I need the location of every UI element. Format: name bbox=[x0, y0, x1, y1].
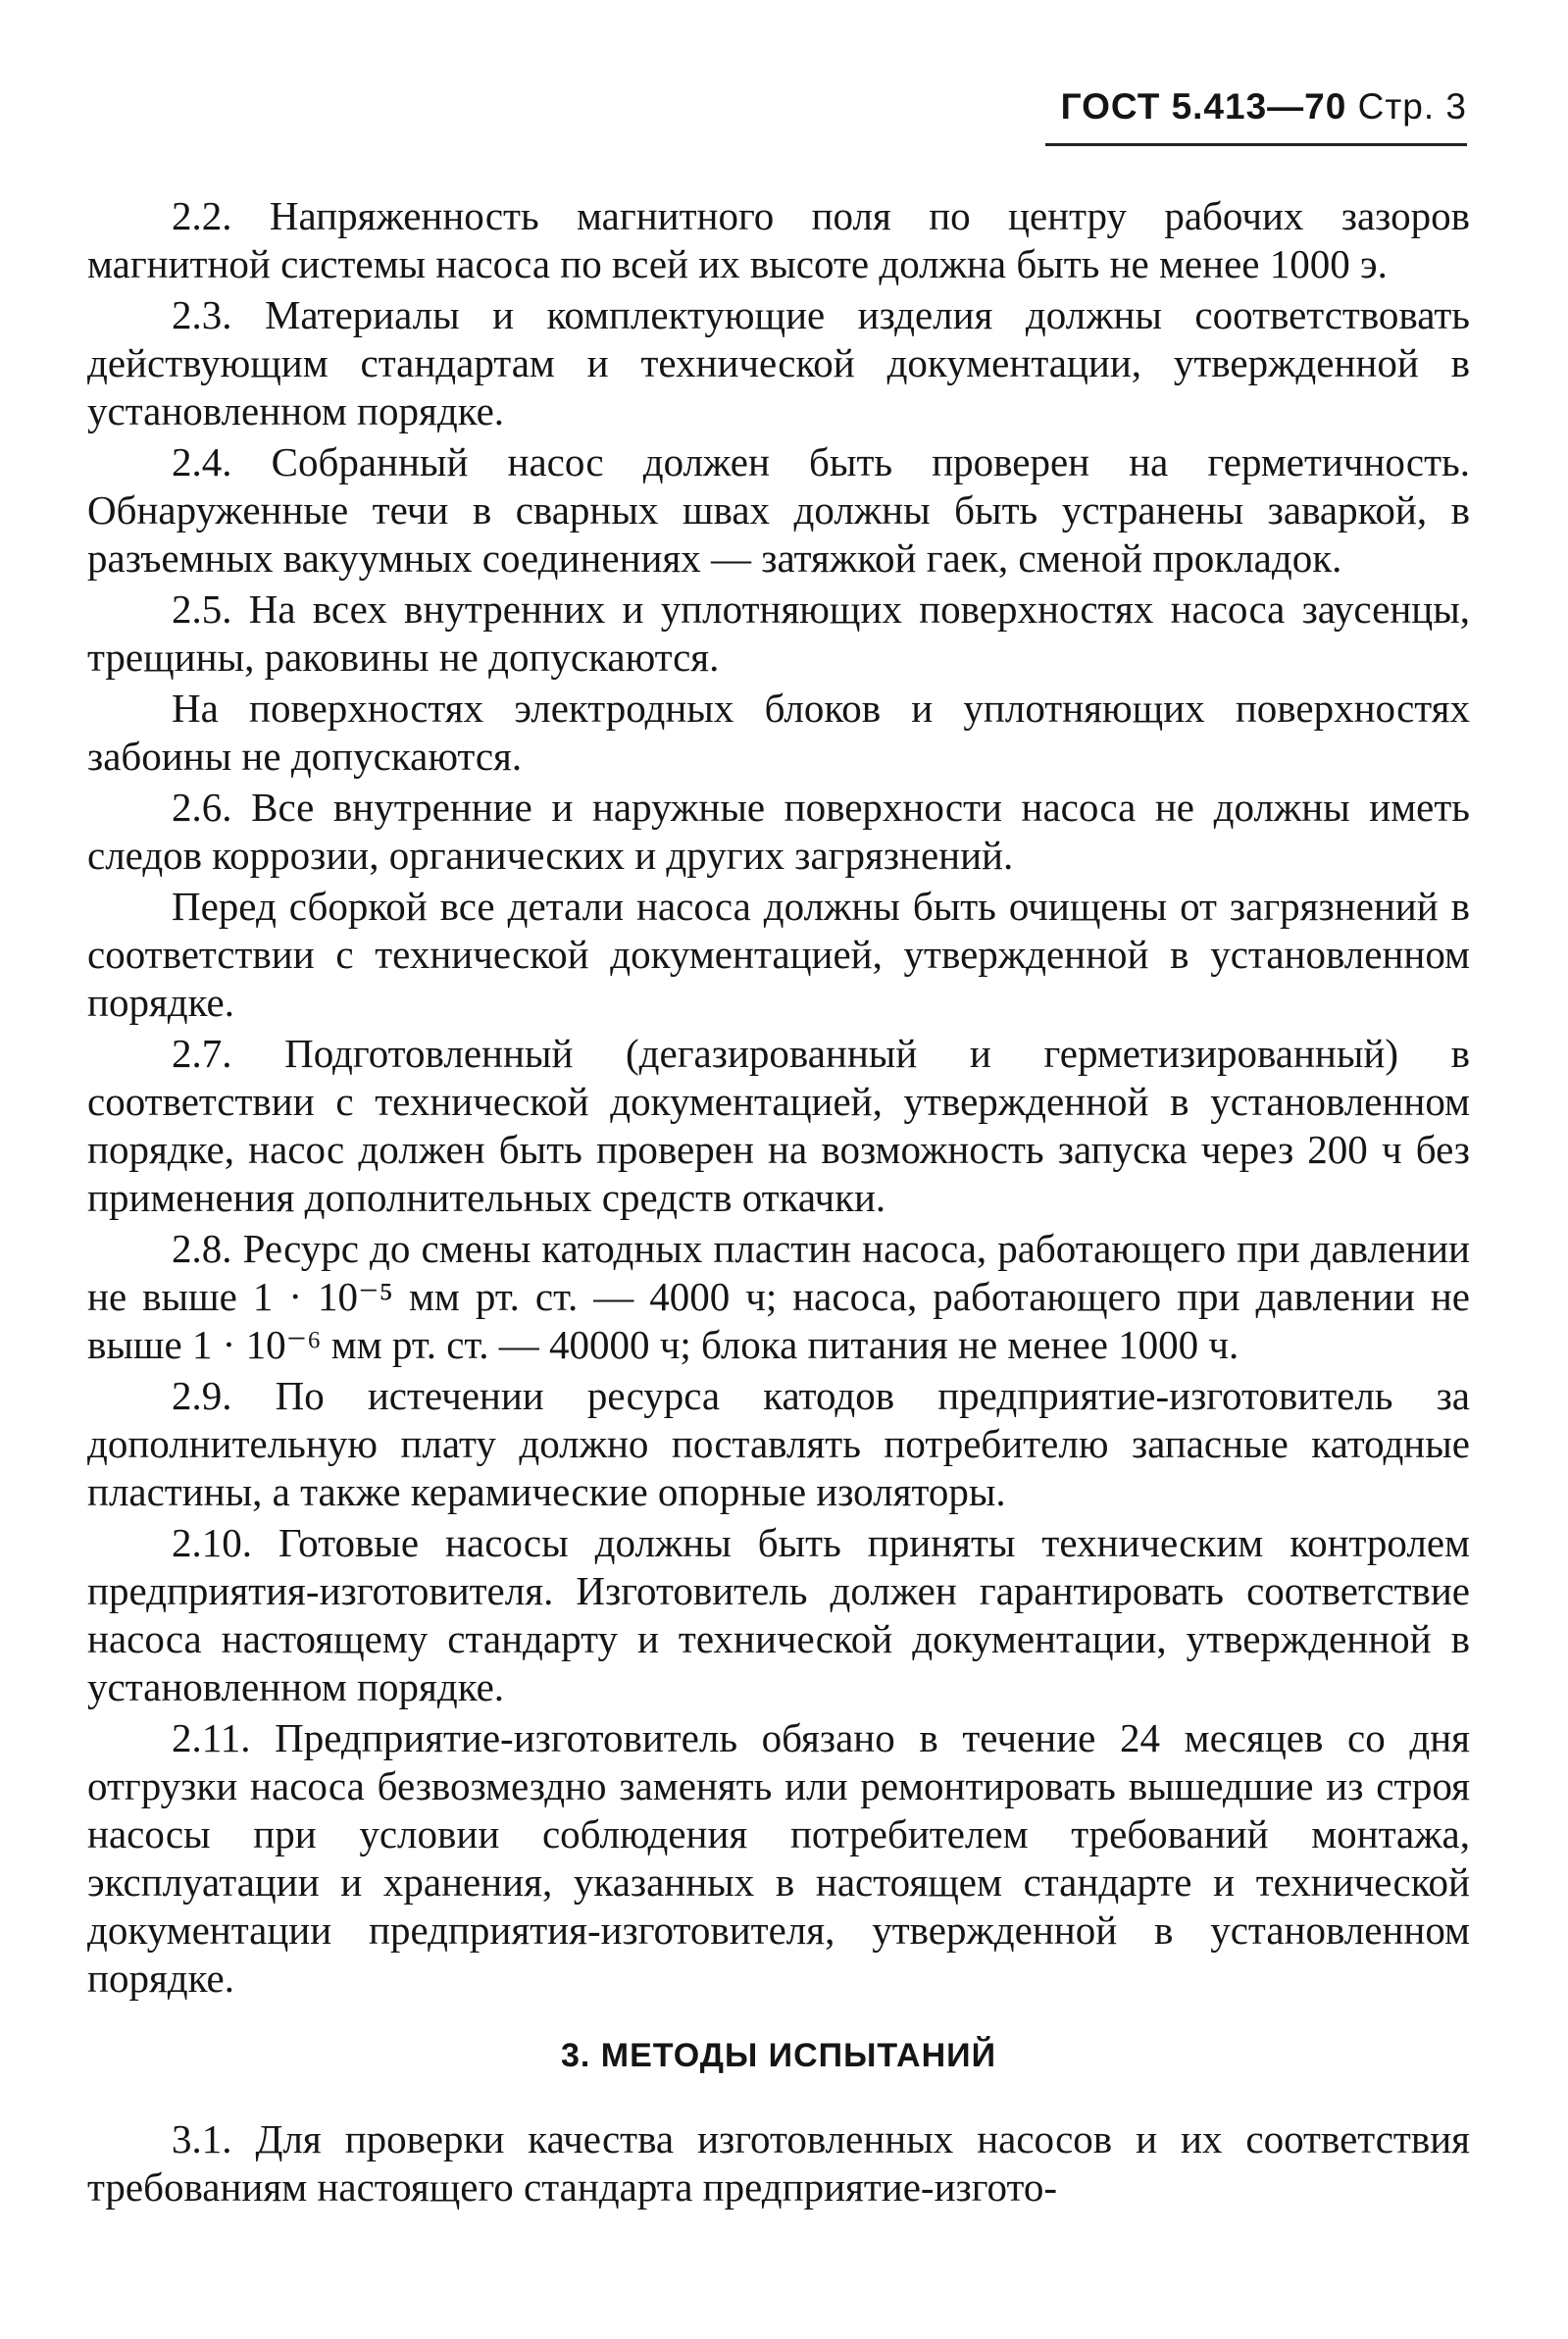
paragraph-2-8: 2.8. Ресурс до смены катодных пластин насоса, работающего при давлении не выше 1 · 10⁻⁵ мм рт. ст. — 4000 ч; насоса, работающего при давлении не выше 1 · 10⁻⁶ мм рт. ст. — 40000 ч; блока питания не менее 1000 ч. bbox=[87, 1226, 1470, 1367]
paragraph-2-5: 2.5. На всех внутренних и уплотняющих поверхностях насоса заусенцы, трещины, раковины не допускаются. bbox=[87, 586, 1470, 680]
paragraph-2-6: 2.6. Все внутренние и наружные поверхности насоса не должны иметь следов коррозии, органических и других загрязнений. bbox=[87, 785, 1470, 878]
section-heading: 3. МЕТОДЫ ИСПЫТАНИЙ bbox=[561, 2037, 996, 2074]
paragraph-2-2: 2.2. Напряженность магнитного поля по центру рабочих зазоров магнитной системы насоса по всей их высоте должна быть не менее 1000 э. bbox=[87, 193, 1470, 286]
page-header bbox=[1045, 86, 1467, 127]
paragraph-2-11: 2.11. Предприятие-изготовитель обязано в течение 24 месяцев со дня отгрузки насоса безвозмездно заменять или ремонтировать вышедшие из строя насосы при условии соблюдения потребителем требований монтажа, эксплуатации и хранения, указанных в настоящем стандарте и технической документации предприятия-изготовителя, утвержденной в установленном порядке. bbox=[87, 1715, 1470, 2001]
header-rule bbox=[1045, 143, 1467, 146]
paragraph-3-1: 3.1. Для проверки качества изготовленных насосов и их соответствия требованиям настоящего стандарта предприятие-изгото- bbox=[87, 2116, 1470, 2210]
document-body bbox=[87, 192, 1470, 2214]
paragraph-2-5-continued: На поверхностях электродных блоков и уплотняющих поверхностях забоины не допускаются. bbox=[87, 686, 1470, 779]
standard-number: ГОСТ 5.413—70 bbox=[1060, 86, 1347, 127]
paragraph-2-7: 2.7. Подготовленный (дегазированный и герметизированный) в соответствии с технической документацией, утвержденной в установленном порядке, насос должен быть проверен на возможность запуска через 200 ч без применения дополнительных средств откачки. bbox=[87, 1031, 1470, 1220]
paragraph-2-4: 2.4. Собранный насос должен быть проверен на герметичность. Обнаруженные течи в сварных швах должны быть устранены заваркой, в разъемных вакуумных соединениях — затяжкой гаек, сменой прокладок. bbox=[87, 439, 1470, 581]
paragraph-2-3: 2.3. Материалы и комплектующие изделия должны соответствовать действующим стандартам и технической документации, утвержденной в установленном порядке. bbox=[87, 292, 1470, 433]
paragraph-2-6-continued: Перед сборкой все детали насоса должны быть очищены от загрязнений в соответствии с технической документацией, утвержденной в установленном порядке. bbox=[87, 884, 1470, 1025]
paragraph-2-9: 2.9. По истечении ресурса катодов предприятие-изготовитель за дополнительную плату должно поставлять потребителю запасные катодные пластины, а также керамические опорные изоляторы. bbox=[87, 1373, 1470, 1514]
paragraph-2-10: 2.10. Готовые насосы должны быть приняты техническим контролем предприятия-изготовителя. Изготовитель должен гарантировать соответствие насоса настоящему стандарту и технической документации, утвержденной в установленном порядке. bbox=[87, 1520, 1470, 1709]
page-number: Стр. 3 bbox=[1357, 86, 1467, 127]
